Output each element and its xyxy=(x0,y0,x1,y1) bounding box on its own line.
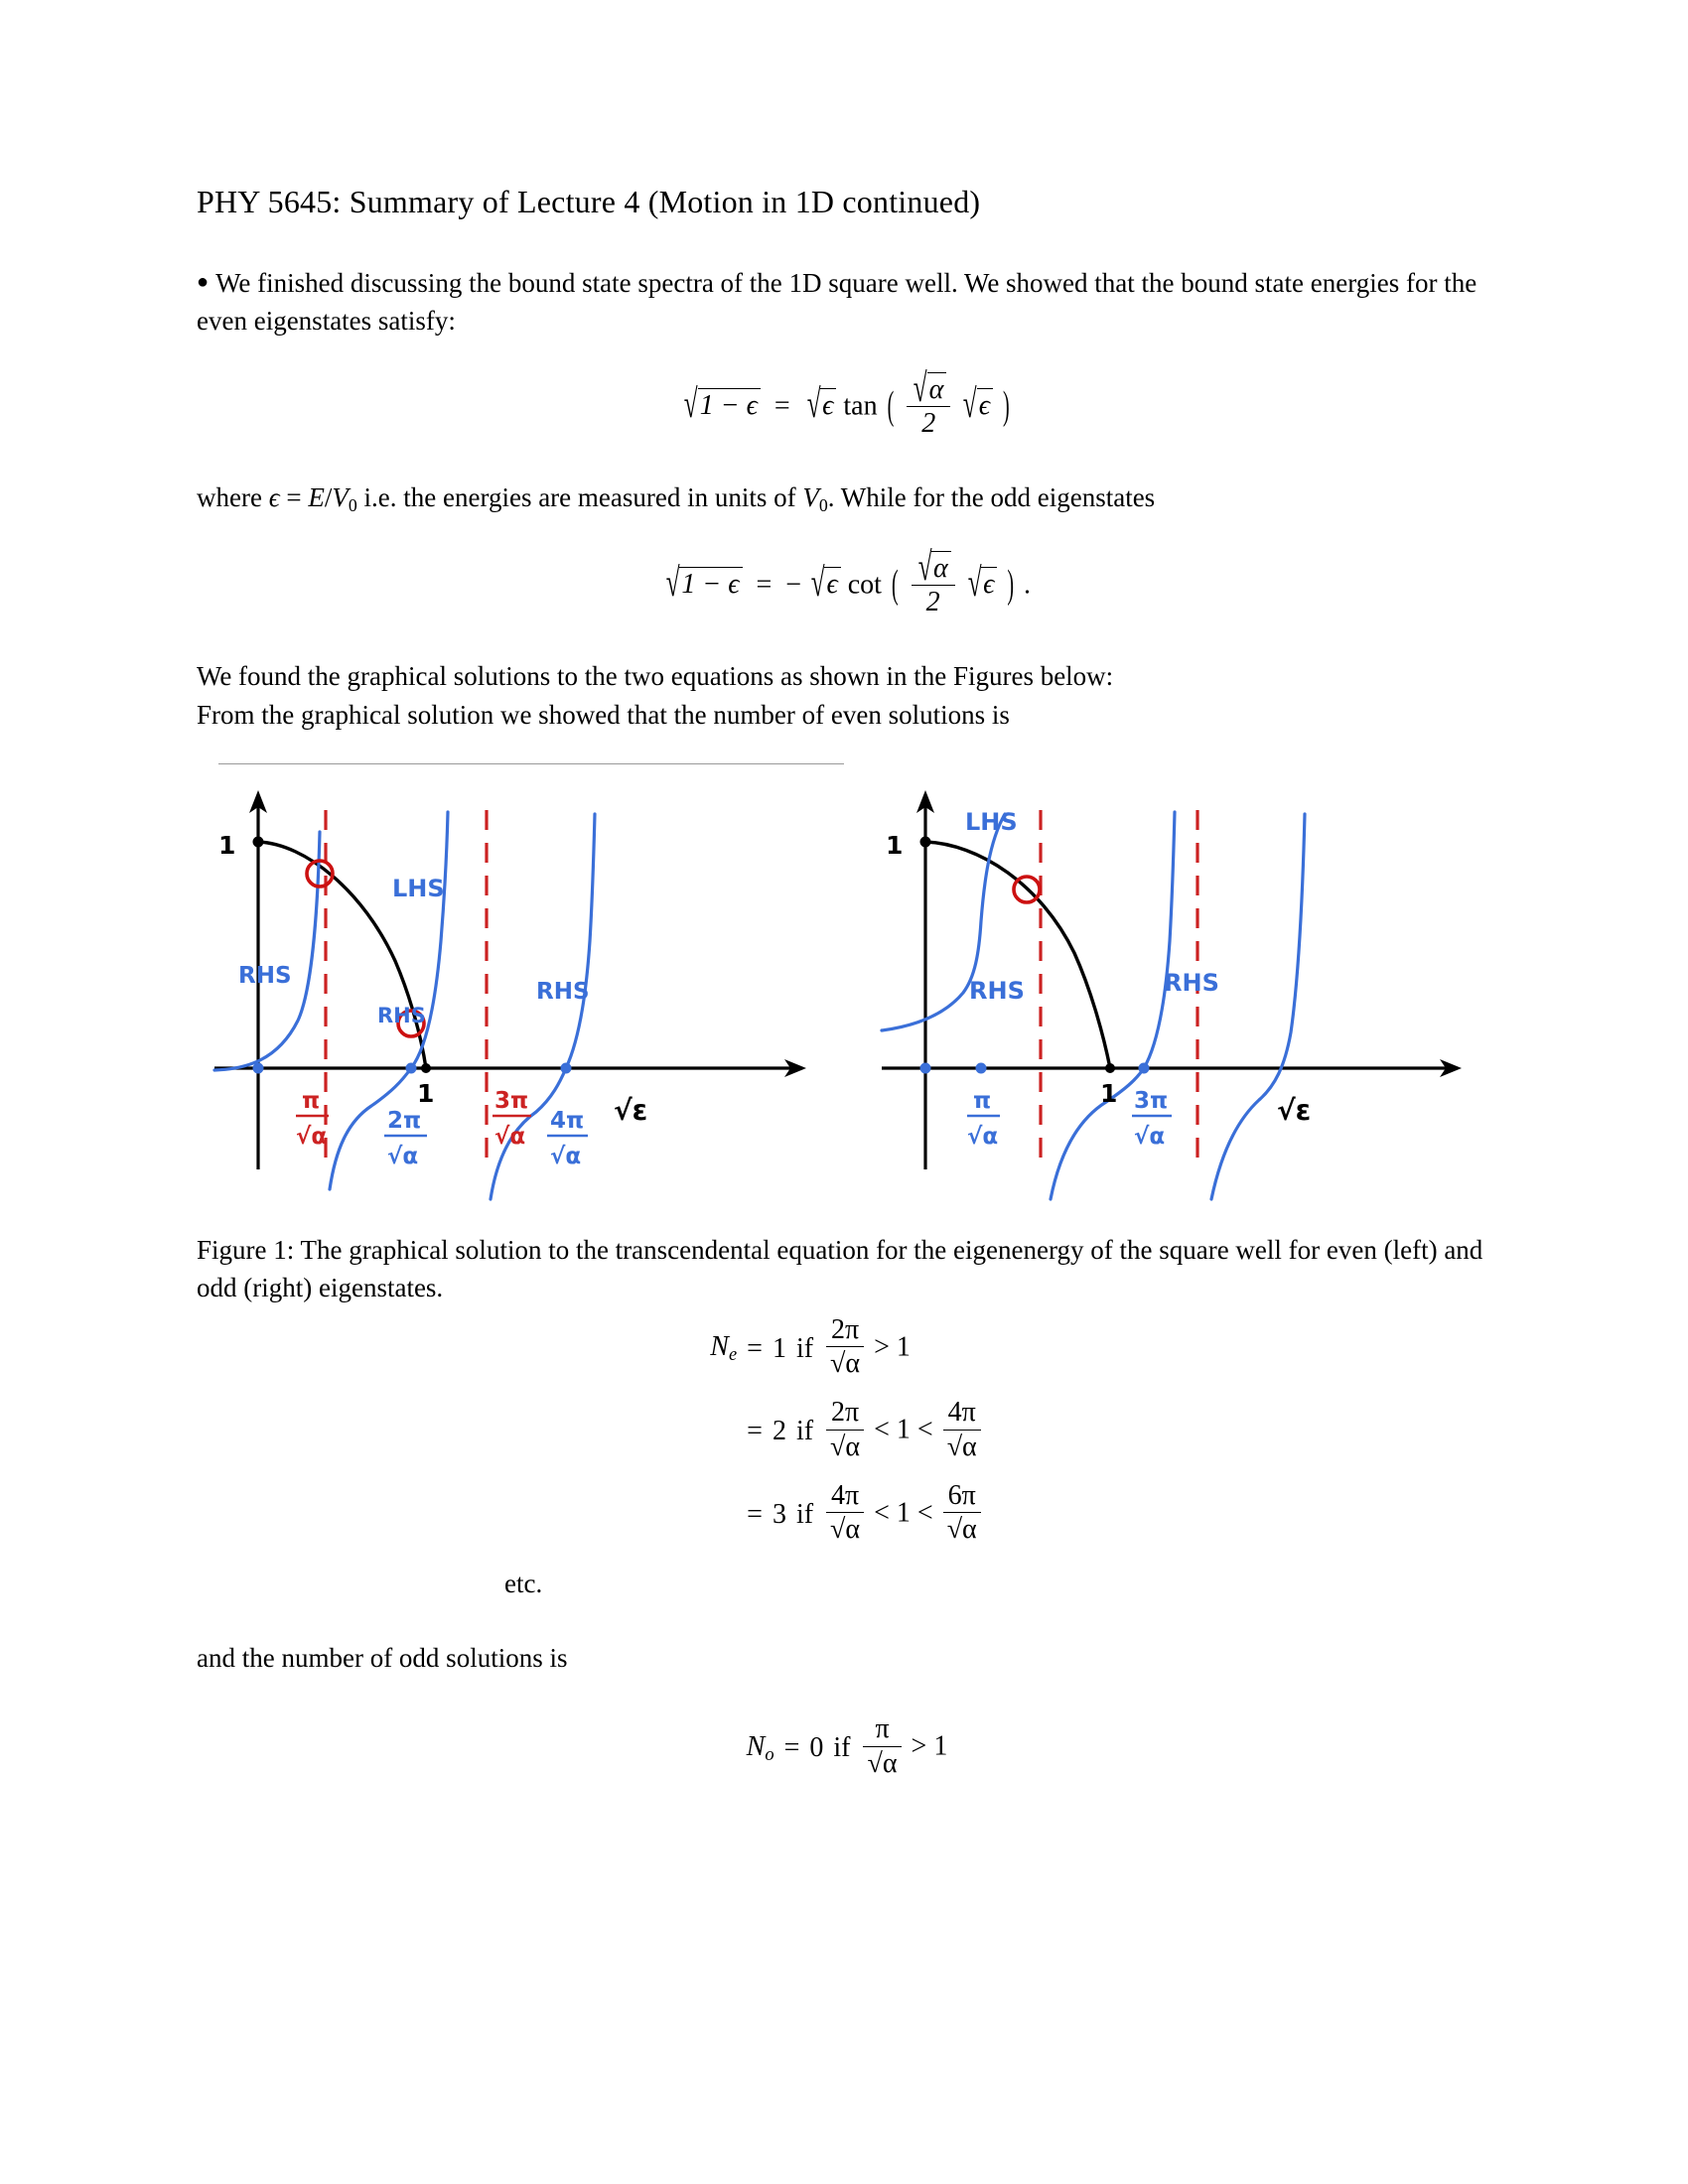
figure-caption: Figure 1: The graphical solution to the transcendental equation for the eigenenergy of the square well for even (left) and odd (right) eigenstates. xyxy=(197,1235,1483,1303)
right-tick-label-1 xyxy=(967,1088,1000,1150)
ne-row3-value: 3 xyxy=(772,1498,786,1530)
epsilon-symbol: ϵ xyxy=(268,482,280,513)
left-tick-3-den: √α xyxy=(494,1124,526,1151)
v0-subscript-a: 0 xyxy=(348,495,357,516)
paragraph-intro-text: We finished discussing the bound state spectra of the 1D square well. We showed that the bound state energies for the even eigenstates satisfy: xyxy=(197,268,1477,337)
radical-sign-icon: √ xyxy=(810,561,825,606)
right-rhs-zero-dot-0 xyxy=(920,1063,931,1074)
right-rhs-zero-dot-1 xyxy=(976,1063,987,1074)
paragraph-intro xyxy=(197,264,1497,341)
ne-row2-fraction-left xyxy=(826,1397,864,1462)
figure-top-rule xyxy=(218,763,844,764)
left-rhs-label-1: RHS xyxy=(238,963,292,990)
left-x-tick-one: 1 xyxy=(417,1079,435,1109)
left-lhs-label: LHS xyxy=(392,875,445,903)
open-paren-even: ( xyxy=(887,384,895,429)
ne-row3-mid: 1 xyxy=(896,1497,911,1529)
ne-row2-condition xyxy=(818,1390,989,1473)
v0-symbol-b: V xyxy=(802,482,819,513)
radical-sign-icon: √ xyxy=(806,382,821,427)
left-tick-4-num: 4π xyxy=(550,1108,585,1135)
radicand-lhs-even: 1 − ϵ xyxy=(698,388,761,422)
left-rhs-label-2: RHS xyxy=(377,1004,426,1028)
ne-row3-lnum: 4π xyxy=(831,1480,860,1512)
radicand-arg-odd: ϵ xyxy=(981,567,997,601)
left-tick-label-1 xyxy=(296,1088,329,1150)
ne-row2-lnum: 2π xyxy=(831,1397,860,1429)
even-solution-count-equations xyxy=(705,1307,988,1557)
left-lhs-start-dot xyxy=(253,837,264,848)
left-tick-2-num: 2π xyxy=(387,1108,422,1135)
ne-row3-fraction-left xyxy=(826,1480,864,1546)
ne-symbol: N xyxy=(710,1331,729,1363)
right-rhs-label-2: RHS xyxy=(1164,969,1219,998)
bullet-icon: ● xyxy=(197,271,210,294)
ne-row3-rden: √α xyxy=(943,1512,981,1545)
left-x-axis-label: √ε xyxy=(614,1094,648,1128)
equation-odd-eigenstates xyxy=(197,544,1497,620)
sqrt-lhs-odd xyxy=(663,561,743,606)
right-tick-1-den: √α xyxy=(967,1124,999,1151)
ne-row2-fraction-right xyxy=(943,1397,981,1462)
no-row1-num: π xyxy=(875,1713,890,1745)
table-row xyxy=(742,1706,953,1790)
etc-label: etc. xyxy=(504,1568,543,1598)
left-tick-label-4 xyxy=(547,1108,588,1169)
figure-block xyxy=(197,763,1497,1307)
ne-row2-rel2: < xyxy=(916,1414,933,1445)
no-row1-value: 0 xyxy=(809,1732,824,1764)
ne-row3-blank xyxy=(705,1473,742,1557)
ne-row1-num: 2π xyxy=(831,1313,860,1345)
ne-row2-if: if xyxy=(795,1416,814,1447)
no-row1-if: if xyxy=(833,1732,851,1764)
paragraph-graphical xyxy=(197,657,1497,734)
left-lhs-end-dot xyxy=(421,1063,431,1073)
table-row xyxy=(705,1307,988,1391)
close-paren-even: ) xyxy=(1002,384,1010,429)
left-tick-1-den: √α xyxy=(296,1124,328,1151)
radicand-rhs-even: ϵ xyxy=(820,388,836,422)
right-x-axis-label: √ε xyxy=(1277,1094,1312,1128)
right-x-tick-one: 1 xyxy=(1100,1079,1118,1109)
graphical-line-1: We found the graphical solutions to the two equations as shown in the Figures below: xyxy=(197,661,1114,692)
graphical-line-2: From the graphical solution we showed that the number of even solutions is xyxy=(197,699,1010,730)
sqrt-lhs-even xyxy=(681,382,761,427)
v0-symbol-a: V xyxy=(332,482,349,513)
right-lhs-curve xyxy=(925,842,1110,1068)
ne-row2-blank xyxy=(705,1390,742,1473)
no-row1-equals: = xyxy=(783,1732,800,1764)
no-row1-rhs: 1 xyxy=(933,1730,948,1762)
figure-drawing xyxy=(197,772,1497,1209)
right-lhs-end-dot xyxy=(1105,1063,1115,1073)
period-odd: . xyxy=(1024,568,1032,600)
ne-row2-lden: √α xyxy=(826,1430,864,1462)
equals-sign-odd: = xyxy=(749,568,779,600)
odd-eigenstates-plot xyxy=(882,790,1462,1199)
where-prefix: where xyxy=(197,482,269,513)
figure-svg xyxy=(197,772,1497,1209)
where-suffix: . While for the odd eigenstates xyxy=(827,482,1156,513)
slash-divider: / xyxy=(324,482,333,513)
even-eigenstates-plot xyxy=(214,790,806,1199)
ne-row1-value: 1 xyxy=(772,1332,786,1364)
ne-row1-condition xyxy=(818,1307,989,1391)
energy-symbol: E xyxy=(308,482,325,513)
equals-sign-even: = xyxy=(767,389,797,421)
left-y-tick-label: 1 xyxy=(218,831,236,861)
sqrt-rhs-odd xyxy=(808,561,841,606)
trig-function-odd: cot xyxy=(847,568,882,600)
fraction-denominator-odd: 2 xyxy=(912,585,955,617)
ne-row3-rnum: 6π xyxy=(947,1480,976,1512)
minus-sign-odd: − xyxy=(785,568,802,600)
right-tick-2-den: √α xyxy=(1134,1124,1166,1151)
left-rhs-zero-dot-2 xyxy=(406,1063,417,1074)
open-paren-odd: ( xyxy=(891,563,899,608)
ne-row2-rden: √α xyxy=(943,1430,981,1462)
left-rhs-label-3: RHS xyxy=(536,979,590,1006)
document-content xyxy=(197,184,1497,1790)
ne-row2-mid: 1 xyxy=(896,1414,911,1445)
ne-row1-if: if xyxy=(795,1332,814,1364)
fraction-denominator-even: 2 xyxy=(907,406,950,439)
ne-row3-rel1: < xyxy=(874,1497,890,1529)
radical-sign-icon: √ xyxy=(963,382,977,427)
sqrt-rhs-even xyxy=(804,382,837,427)
right-rhs-label-1: RHS xyxy=(969,977,1025,1006)
no-symbol-cell xyxy=(742,1706,779,1790)
ne-row1-fraction xyxy=(826,1314,864,1380)
ne-symbol-cell xyxy=(705,1307,742,1391)
ne-row3-if: if xyxy=(795,1498,814,1530)
ne-row1-den: √α xyxy=(826,1346,864,1379)
page-title: PHY 5645: Summary of Lecture 4 (Motion in 1D continued) xyxy=(197,184,981,219)
right-lhs-start-dot xyxy=(920,837,931,848)
sqrt-arg-odd xyxy=(965,561,998,606)
left-tick-1-num: π xyxy=(302,1088,321,1115)
left-rhs-zero-dot-1 xyxy=(253,1063,264,1074)
no-row1-den: √α xyxy=(863,1746,901,1779)
ne-row2-rnum: 4π xyxy=(947,1397,976,1429)
ne-row2-equals: = xyxy=(747,1416,763,1447)
fraction-numerator-even: √α xyxy=(907,372,950,406)
ne-row2-value: 2 xyxy=(772,1416,786,1447)
fraction-numerator-odd: √α xyxy=(912,551,955,585)
close-paren-odd: ) xyxy=(1007,563,1015,608)
right-lhs-label: LHS xyxy=(965,808,1018,837)
where-middle: i.e. the energies are measured in units of xyxy=(356,482,803,513)
radicand-rhs-odd: ϵ xyxy=(824,567,840,601)
sqrt-arg-even xyxy=(960,382,993,427)
ne-row1-relation: > xyxy=(874,1330,890,1362)
where-equals: = xyxy=(279,482,309,513)
no-subscript: o xyxy=(765,1744,774,1765)
radical-sign-icon: √ xyxy=(967,561,982,606)
no-row1-relation: > xyxy=(911,1730,927,1762)
right-rhs-zero-dot-2 xyxy=(1139,1063,1150,1074)
radical-sign-icon: √ xyxy=(665,561,680,606)
left-tick-4-den: √α xyxy=(550,1144,582,1170)
right-rhs-branch-3 xyxy=(1211,814,1305,1199)
ne-row3-lden: √α xyxy=(826,1512,864,1545)
radicand-lhs-odd: 1 − ϵ xyxy=(679,567,742,601)
ne-row3-rel2: < xyxy=(916,1497,933,1529)
odd-solution-count-equations xyxy=(742,1706,953,1790)
ne-row3-condition xyxy=(818,1473,989,1557)
left-tick-2-den: √α xyxy=(387,1144,419,1170)
right-tick-1-num: π xyxy=(973,1088,992,1115)
left-rhs-zero-dot-3 xyxy=(561,1063,572,1074)
left-tick-label-2 xyxy=(384,1108,427,1169)
right-tick-label-2 xyxy=(1132,1088,1172,1150)
radical-sign-icon: √ xyxy=(684,382,698,427)
left-tick-3-num: 3π xyxy=(494,1088,529,1115)
ne-row1-rhs: 1 xyxy=(896,1330,911,1362)
table-row xyxy=(705,1390,988,1473)
paragraph-odd-count: and the number of odd solutions is xyxy=(197,1642,568,1673)
no-symbol: N xyxy=(746,1730,766,1762)
ne-row2-rel1: < xyxy=(874,1414,890,1445)
fraction-arg-odd xyxy=(912,544,955,618)
paragraph-where xyxy=(197,478,1497,518)
right-y-tick-label: 1 xyxy=(886,831,904,861)
equation-even-eigenstates xyxy=(197,365,1497,442)
ne-row3-equals: = xyxy=(747,1498,763,1530)
trig-function-even: tan xyxy=(843,389,878,421)
right-tick-2-num: 3π xyxy=(1134,1088,1169,1115)
ne-row1-equals: = xyxy=(747,1332,763,1364)
no-row1-fraction xyxy=(863,1713,901,1779)
fraction-arg-even xyxy=(907,365,950,440)
table-row xyxy=(705,1473,988,1557)
ne-row3-fraction-right xyxy=(943,1480,981,1546)
radicand-arg-even: ϵ xyxy=(977,388,993,422)
left-rhs-branch-1 xyxy=(214,832,320,1070)
no-row1-condition xyxy=(855,1706,952,1790)
v0-subscript-b: 0 xyxy=(818,495,828,516)
ne-subscript: e xyxy=(728,1344,738,1365)
